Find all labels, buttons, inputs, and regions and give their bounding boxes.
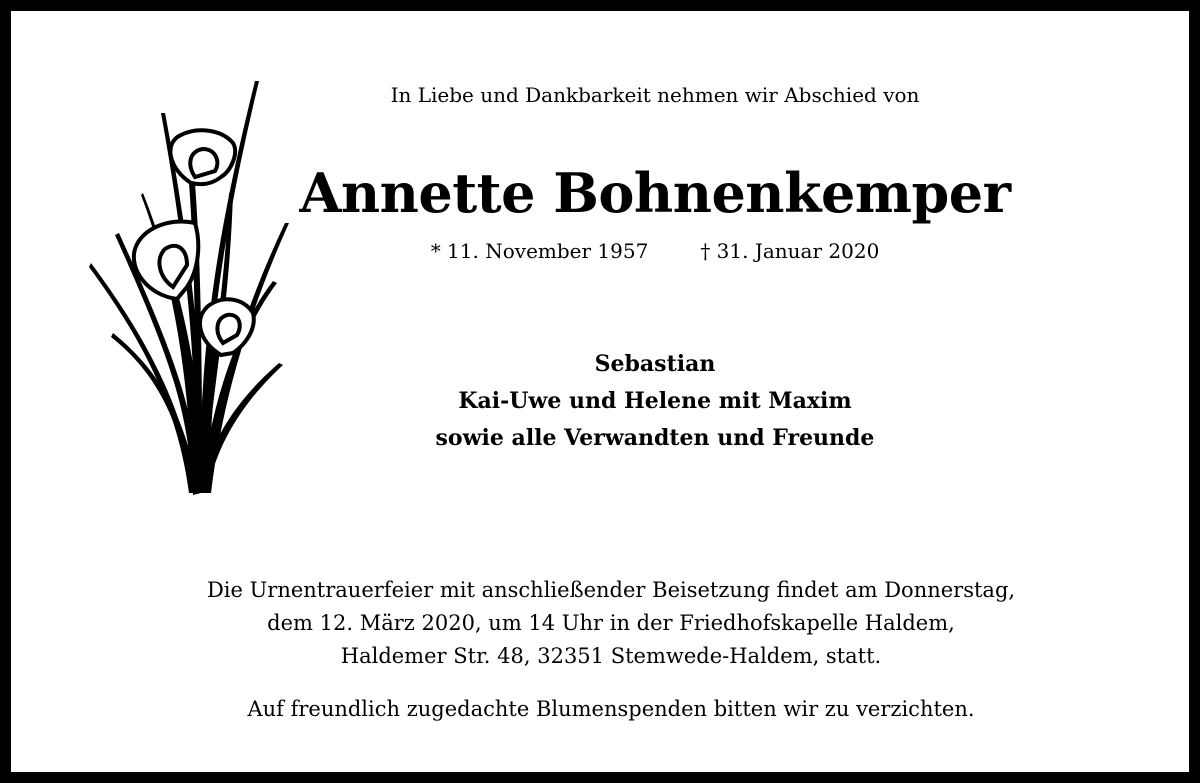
death-date: † 31. Januar 2020 — [700, 239, 880, 263]
service-line: Haldemer Str. 48, 32351 Stemwede-Haldem, statt. — [340, 644, 882, 668]
birth-date: * 11. November 1957 — [430, 239, 649, 263]
life-dates — [11, 239, 1200, 263]
mourner-line: Kai-Uwe und Helene mit Maxim — [458, 388, 852, 414]
mourner-line: Sebastian — [594, 351, 716, 377]
deceased-name: Annette Bohnenkemper — [299, 161, 1011, 225]
flowers-note: Auf freundlich zugedachte Blumenspenden bitten wir zu verzichten. — [247, 697, 975, 721]
service-line: Die Urnentrauerfeier mit anschließender Beisetzung findet am Donnerstag, — [206, 578, 1016, 602]
service-line: dem 12. März 2020, um 14 Uhr in der Friedhofskapelle Haldem, — [267, 611, 955, 635]
mourner-line: sowie alle Verwandten und Freunde — [435, 425, 875, 451]
intro-text: In Liebe und Dankbarkeit nehmen wir Abschied von — [390, 83, 920, 107]
